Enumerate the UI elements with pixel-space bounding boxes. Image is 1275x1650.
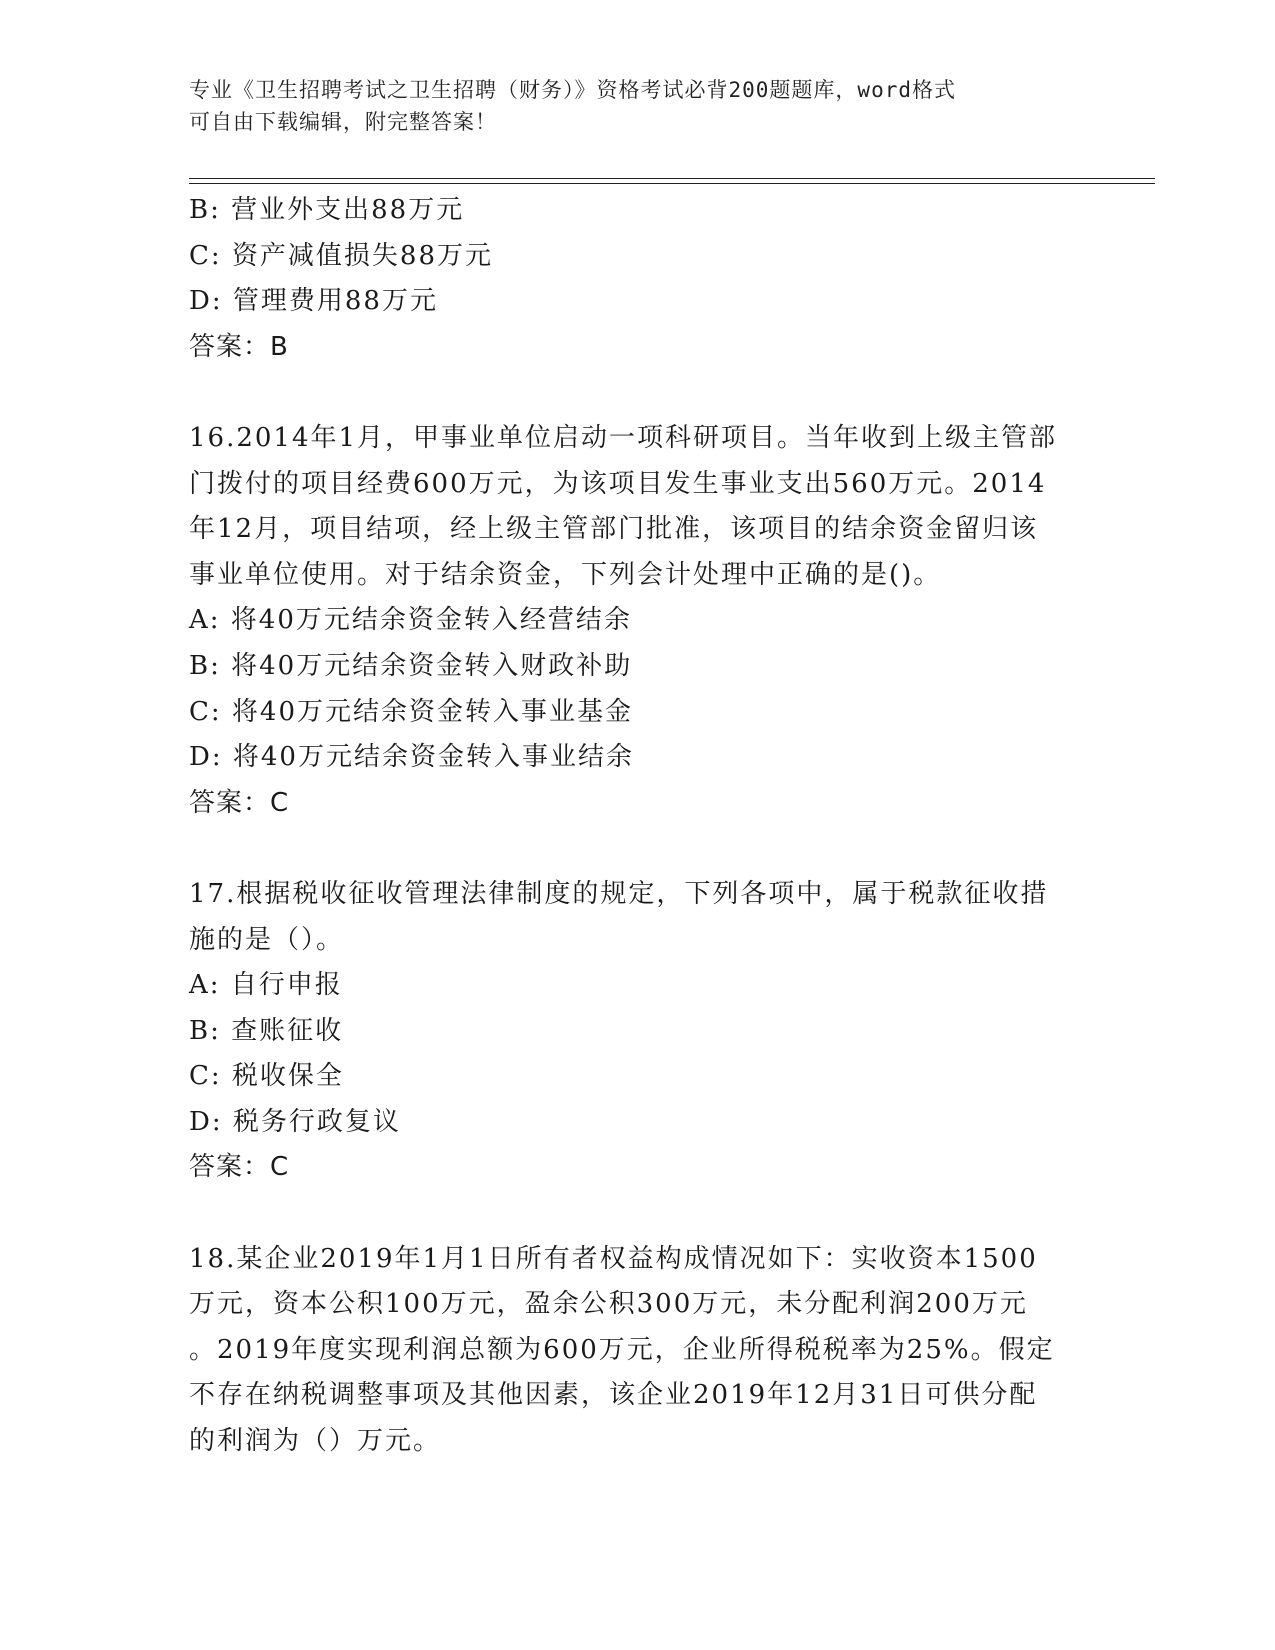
question-18 (189, 1237, 1089, 1465)
option-d: D: 税务行政复议 (189, 1106, 401, 1137)
question-stem-line: 万元，资本公积100万元，盈余公积300万元，未分配利润200万元 (189, 1289, 1028, 1320)
option-a: A: 自行申报 (189, 970, 343, 1001)
option-d: D: 将40万元结余资金转入事业结余 (189, 742, 634, 773)
answer-line: 答案：B (189, 331, 289, 362)
option-d: D: 管理费用88万元 (189, 286, 438, 317)
option-c: C: 资产减值损失88万元 (189, 240, 494, 271)
spacer (189, 370, 1089, 416)
question-15 (189, 188, 1089, 370)
document-header (189, 74, 1069, 138)
option-b: B: 营业外支出88万元 (189, 195, 465, 225)
answer-line: 答案：C (189, 787, 290, 818)
question-stem-line: 年12月，项目结项，经上级主管部门批准，该项目的结余资金留归该 (189, 514, 1039, 545)
question-stem-line: 事业单位使用。对于结余资金，下列会计处理中正确的是()。 (189, 559, 942, 590)
header-line-1: 专业《卫生招聘考试之卫生招聘（财务）》资格考试必背200题题库，word格式 (189, 78, 956, 102)
answer-line: 答案：C (189, 1152, 290, 1183)
header-line-2: 可自由下载编辑，附完整答案！ (189, 110, 497, 134)
spacer (189, 826, 1089, 872)
header-rule-bottom (189, 183, 1155, 184)
question-stem-line: 18.某企业2019年1月1日所有者权益构成情况如下：实收资本1500 (189, 1243, 1038, 1274)
option-c: C: 税收保全 (189, 1061, 344, 1092)
question-stem-line: 16.2014年1月，甲事业单位启动一项科研项目。当年收到上级主管部 (189, 422, 1058, 453)
question-16 (189, 416, 1089, 826)
option-c: C: 将40万元结余资金转入事业基金 (189, 696, 634, 727)
option-b: B: 查账征收 (189, 1015, 344, 1046)
question-stem-line: 门拨付的项目经费600万元，为该项目发生事业支出560万元。2014 (189, 468, 1047, 499)
option-a: A: 将40万元结余资金转入经营结余 (189, 605, 632, 636)
question-stem-line: 施的是（）。 (189, 924, 345, 955)
header-rule-top (189, 178, 1155, 179)
question-stem-line: 17.根据税收征收管理法律制度的规定，下列各项中，属于税款征收措 (189, 878, 1049, 909)
question-stem-line: 不存在纳税调整事项及其他因素，该企业2019年12月31日可供分配 (189, 1380, 1038, 1411)
question-17 (189, 872, 1089, 1191)
question-stem-line: 。2019年度实现利润总额为600万元，企业所得税税率为25%。假定 (189, 1334, 1055, 1365)
question-content (189, 188, 1089, 1465)
option-b: B: 将40万元结余资金转入财政补助 (189, 650, 633, 681)
spacer (189, 1191, 1089, 1237)
question-stem-line: 的利润为（）万元。 (189, 1426, 442, 1457)
